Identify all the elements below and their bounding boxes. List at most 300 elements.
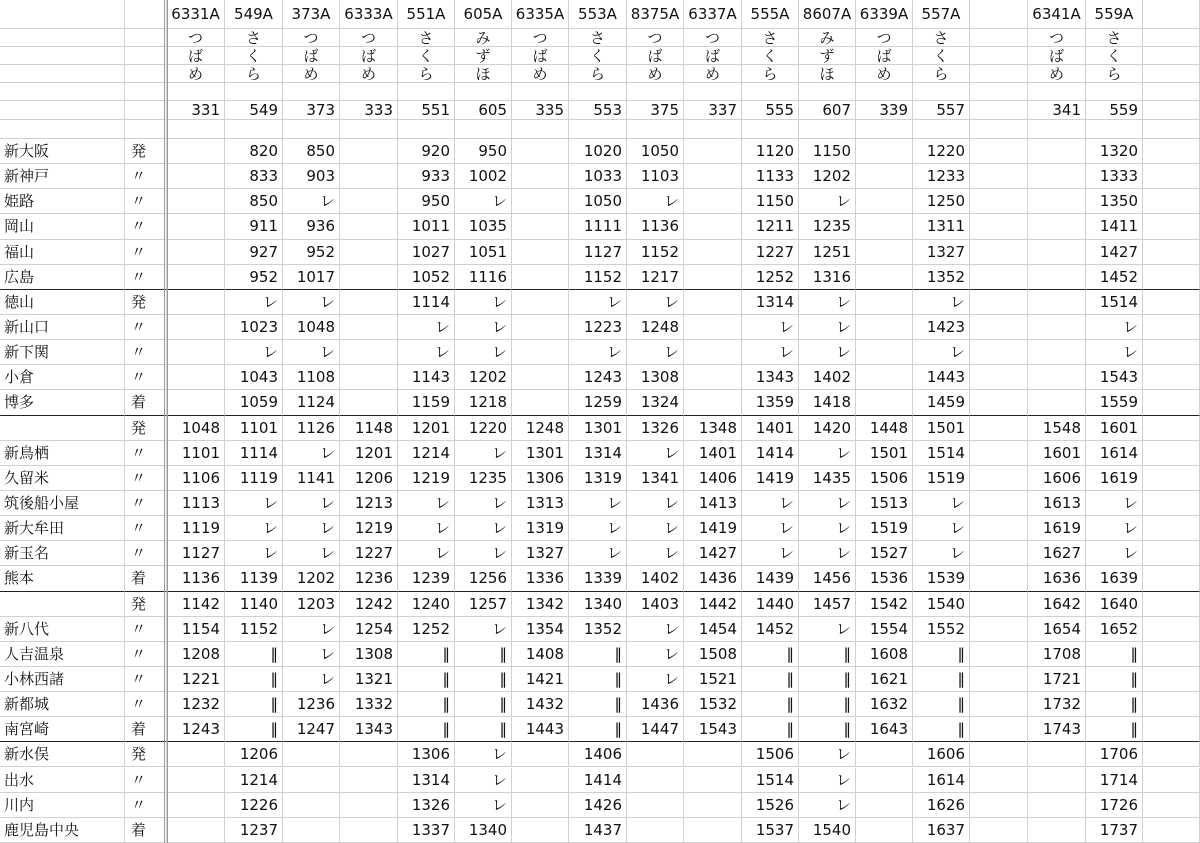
- time-cell[interactable]: レ: [1086, 491, 1143, 516]
- time-cell[interactable]: 833: [225, 164, 283, 189]
- header-cell[interactable]: [627, 83, 684, 101]
- train-name-char[interactable]: さ: [913, 29, 970, 47]
- time-cell[interactable]: 1337: [398, 818, 455, 843]
- time-cell[interactable]: 1116: [455, 265, 512, 290]
- time-cell[interactable]: レ: [913, 541, 970, 566]
- time-cell[interactable]: レ: [742, 315, 799, 340]
- time-cell[interactable]: レ: [225, 340, 283, 365]
- time-cell[interactable]: 1706: [1086, 742, 1143, 767]
- time-cell[interactable]: 1601: [1028, 441, 1086, 466]
- time-cell[interactable]: 1540: [913, 592, 970, 617]
- time-cell[interactable]: ‖: [1086, 692, 1143, 717]
- time-cell[interactable]: 1248: [512, 416, 569, 441]
- train-number[interactable]: 551A: [398, 0, 455, 29]
- station-name[interactable]: 久留米: [0, 466, 125, 491]
- header-cell[interactable]: [913, 120, 970, 139]
- time-cell[interactable]: 1243: [569, 365, 627, 390]
- time-cell[interactable]: 1406: [684, 466, 742, 491]
- station-name[interactable]: 小倉: [0, 365, 125, 390]
- train-number[interactable]: 553A: [569, 0, 627, 29]
- time-cell[interactable]: レ: [283, 541, 340, 566]
- time-cell[interactable]: 1614: [913, 768, 970, 793]
- station-name[interactable]: 出水: [0, 768, 125, 793]
- time-cell[interactable]: 1619: [1086, 466, 1143, 491]
- time-cell[interactable]: 1343: [742, 365, 799, 390]
- header-cell[interactable]: [970, 83, 1028, 101]
- time-cell[interactable]: [970, 265, 1028, 290]
- time-cell[interactable]: 927: [225, 240, 283, 265]
- time-cell[interactable]: 1442: [684, 592, 742, 617]
- time-cell[interactable]: 1226: [225, 793, 283, 818]
- stop-mark[interactable]: 〃: [125, 692, 167, 717]
- time-cell[interactable]: レ: [225, 516, 283, 541]
- header-cell[interactable]: [167, 83, 225, 101]
- train-name-char[interactable]: つ: [283, 29, 340, 47]
- time-cell[interactable]: [970, 717, 1028, 742]
- time-cell[interactable]: [1028, 139, 1086, 164]
- stop-mark[interactable]: 発: [125, 592, 167, 617]
- time-cell[interactable]: 1203: [283, 592, 340, 617]
- time-cell[interactable]: 1542: [856, 592, 913, 617]
- time-cell[interactable]: ‖: [398, 642, 455, 667]
- time-cell[interactable]: 1141: [283, 466, 340, 491]
- stop-mark[interactable]: 〃: [125, 793, 167, 818]
- header-cell[interactable]: [1143, 83, 1200, 101]
- time-cell[interactable]: 1027: [398, 240, 455, 265]
- time-cell[interactable]: [856, 214, 913, 239]
- time-cell[interactable]: 1340: [455, 818, 512, 843]
- stop-mark[interactable]: 〃: [125, 214, 167, 239]
- time-cell[interactable]: レ: [283, 340, 340, 365]
- station-name[interactable]: 新大牟田: [0, 516, 125, 541]
- train-name-char[interactable]: ら: [225, 65, 283, 83]
- time-cell[interactable]: ‖: [742, 642, 799, 667]
- time-cell[interactable]: [684, 340, 742, 365]
- time-cell[interactable]: レ: [569, 491, 627, 516]
- train-name-char[interactable]: つ: [340, 29, 398, 47]
- time-cell[interactable]: [1028, 290, 1086, 315]
- time-cell[interactable]: 1221: [167, 667, 225, 692]
- station-name[interactable]: 筑後船小屋: [0, 491, 125, 516]
- time-cell[interactable]: [970, 365, 1028, 390]
- time-cell[interactable]: 1219: [340, 516, 398, 541]
- time-cell[interactable]: [1143, 340, 1200, 365]
- header-cell[interactable]: [856, 83, 913, 101]
- time-cell[interactable]: レ: [455, 315, 512, 340]
- train-name-char[interactable]: め: [684, 65, 742, 83]
- header-cell[interactable]: [125, 83, 167, 101]
- time-cell[interactable]: 1326: [398, 793, 455, 818]
- time-cell[interactable]: レ: [455, 793, 512, 818]
- header-cell[interactable]: [125, 120, 167, 139]
- header-cell[interactable]: [569, 120, 627, 139]
- header-cell[interactable]: [225, 120, 283, 139]
- time-cell[interactable]: [856, 818, 913, 843]
- time-cell[interactable]: 1359: [742, 390, 799, 415]
- time-cell[interactable]: レ: [455, 491, 512, 516]
- time-cell[interactable]: 1321: [340, 667, 398, 692]
- time-cell[interactable]: 1202: [799, 164, 856, 189]
- time-cell[interactable]: 1127: [167, 541, 225, 566]
- time-cell[interactable]: レ: [799, 340, 856, 365]
- time-cell[interactable]: 1406: [569, 742, 627, 767]
- time-cell[interactable]: ‖: [742, 717, 799, 742]
- time-cell[interactable]: 1311: [913, 214, 970, 239]
- time-cell[interactable]: 1619: [1028, 516, 1086, 541]
- header-cell[interactable]: [0, 0, 125, 29]
- train-name-char[interactable]: つ: [627, 29, 684, 47]
- header-cell[interactable]: [684, 83, 742, 101]
- time-cell[interactable]: [970, 768, 1028, 793]
- train-short-number[interactable]: 337: [684, 101, 742, 120]
- time-cell[interactable]: 1402: [627, 566, 684, 591]
- station-name[interactable]: 新鳥栖: [0, 441, 125, 466]
- time-cell[interactable]: ‖: [742, 692, 799, 717]
- header-cell[interactable]: [1086, 83, 1143, 101]
- header-cell[interactable]: [1143, 29, 1200, 47]
- time-cell[interactable]: 1218: [455, 390, 512, 415]
- time-cell[interactable]: レ: [455, 541, 512, 566]
- time-cell[interactable]: 1513: [856, 491, 913, 516]
- time-cell[interactable]: 1506: [856, 466, 913, 491]
- time-cell[interactable]: 1232: [167, 692, 225, 717]
- train-short-number[interactable]: 373: [283, 101, 340, 120]
- time-cell[interactable]: 1143: [398, 365, 455, 390]
- header-cell[interactable]: [569, 83, 627, 101]
- time-cell[interactable]: 1023: [225, 315, 283, 340]
- time-cell[interactable]: 1043: [225, 365, 283, 390]
- time-cell[interactable]: 1220: [455, 416, 512, 441]
- time-cell[interactable]: [283, 742, 340, 767]
- stop-mark[interactable]: 〃: [125, 516, 167, 541]
- stop-mark[interactable]: 発: [125, 416, 167, 441]
- time-cell[interactable]: ‖: [398, 717, 455, 742]
- time-cell[interactable]: 850: [225, 189, 283, 214]
- time-cell[interactable]: [512, 365, 569, 390]
- stop-mark[interactable]: 〃: [125, 541, 167, 566]
- time-cell[interactable]: [512, 768, 569, 793]
- time-cell[interactable]: [167, 189, 225, 214]
- time-cell[interactable]: レ: [913, 340, 970, 365]
- time-cell[interactable]: 1223: [569, 315, 627, 340]
- time-cell[interactable]: 1108: [283, 365, 340, 390]
- train-number[interactable]: 8607A: [799, 0, 856, 29]
- station-name[interactable]: [0, 416, 125, 441]
- time-cell[interactable]: レ: [398, 315, 455, 340]
- time-cell[interactable]: [970, 466, 1028, 491]
- header-cell[interactable]: [1143, 65, 1200, 83]
- time-cell[interactable]: レ: [627, 340, 684, 365]
- time-cell[interactable]: 1519: [856, 516, 913, 541]
- time-cell[interactable]: [970, 642, 1028, 667]
- time-cell[interactable]: 1211: [742, 214, 799, 239]
- time-cell[interactable]: 1051: [455, 240, 512, 265]
- time-cell[interactable]: ‖: [225, 642, 283, 667]
- time-cell[interactable]: 952: [225, 265, 283, 290]
- time-cell[interactable]: 1452: [742, 617, 799, 642]
- header-cell[interactable]: [125, 101, 167, 120]
- time-cell[interactable]: レ: [1086, 340, 1143, 365]
- time-cell[interactable]: 1201: [340, 441, 398, 466]
- time-cell[interactable]: 1532: [684, 692, 742, 717]
- time-cell[interactable]: レ: [225, 541, 283, 566]
- time-cell[interactable]: [1143, 315, 1200, 340]
- time-cell[interactable]: 1420: [799, 416, 856, 441]
- train-name-char[interactable]: ほ: [799, 65, 856, 83]
- time-cell[interactable]: ‖: [455, 642, 512, 667]
- time-cell[interactable]: 1136: [627, 214, 684, 239]
- time-cell[interactable]: 1626: [913, 793, 970, 818]
- time-cell[interactable]: 1048: [283, 315, 340, 340]
- station-name[interactable]: 川内: [0, 793, 125, 818]
- time-cell[interactable]: [856, 240, 913, 265]
- time-cell[interactable]: 1418: [799, 390, 856, 415]
- header-cell[interactable]: [627, 120, 684, 139]
- time-cell[interactable]: [167, 214, 225, 239]
- stop-mark[interactable]: 〃: [125, 240, 167, 265]
- time-cell[interactable]: [167, 742, 225, 767]
- train-name-char[interactable]: ず: [455, 47, 512, 65]
- time-cell[interactable]: 911: [225, 214, 283, 239]
- time-cell[interactable]: 1443: [512, 717, 569, 742]
- time-cell[interactable]: 1252: [398, 617, 455, 642]
- header-cell[interactable]: [1143, 0, 1200, 29]
- time-cell[interactable]: 1235: [799, 214, 856, 239]
- time-cell[interactable]: 1301: [569, 416, 627, 441]
- time-cell[interactable]: [1143, 491, 1200, 516]
- time-cell[interactable]: [512, 742, 569, 767]
- time-cell[interactable]: ‖: [1086, 642, 1143, 667]
- time-cell[interactable]: レ: [398, 541, 455, 566]
- time-cell[interactable]: 1642: [1028, 592, 1086, 617]
- time-cell[interactable]: [1143, 214, 1200, 239]
- header-cell[interactable]: [1028, 120, 1086, 139]
- time-cell[interactable]: レ: [455, 742, 512, 767]
- time-cell[interactable]: ‖: [913, 667, 970, 692]
- time-cell[interactable]: [340, 290, 398, 315]
- time-cell[interactable]: 1432: [512, 692, 569, 717]
- time-cell[interactable]: 1243: [167, 717, 225, 742]
- time-cell[interactable]: [856, 315, 913, 340]
- stop-mark[interactable]: 着: [125, 566, 167, 591]
- train-name-char[interactable]: く: [742, 47, 799, 65]
- time-cell[interactable]: 1536: [856, 566, 913, 591]
- time-cell[interactable]: [167, 340, 225, 365]
- time-cell[interactable]: [1143, 617, 1200, 642]
- stop-mark[interactable]: 〃: [125, 164, 167, 189]
- time-cell[interactable]: 1726: [1086, 793, 1143, 818]
- header-cell[interactable]: [455, 120, 512, 139]
- time-cell[interactable]: [340, 265, 398, 290]
- time-cell[interactable]: [1143, 793, 1200, 818]
- time-cell[interactable]: [167, 164, 225, 189]
- train-name-char[interactable]: め: [340, 65, 398, 83]
- time-cell[interactable]: 1514: [913, 441, 970, 466]
- time-cell[interactable]: [1143, 189, 1200, 214]
- time-cell[interactable]: 1537: [742, 818, 799, 843]
- time-cell[interactable]: 1527: [856, 541, 913, 566]
- train-name-char[interactable]: ば: [340, 47, 398, 65]
- train-number[interactable]: [970, 0, 1028, 29]
- time-cell[interactable]: ‖: [799, 692, 856, 717]
- train-name-char[interactable]: め: [283, 65, 340, 83]
- train-short-number[interactable]: 551: [398, 101, 455, 120]
- time-cell[interactable]: 1250: [913, 189, 970, 214]
- time-cell[interactable]: [856, 390, 913, 415]
- time-cell[interactable]: [283, 818, 340, 843]
- time-cell[interactable]: 1214: [225, 768, 283, 793]
- time-cell[interactable]: 1033: [569, 164, 627, 189]
- train-name-char[interactable]: ら: [398, 65, 455, 83]
- time-cell[interactable]: [970, 541, 1028, 566]
- time-cell[interactable]: 1350: [1086, 189, 1143, 214]
- time-cell[interactable]: ‖: [569, 642, 627, 667]
- time-cell[interactable]: 1606: [1028, 466, 1086, 491]
- time-cell[interactable]: 1708: [1028, 642, 1086, 667]
- train-short-number[interactable]: 549: [225, 101, 283, 120]
- time-cell[interactable]: 1227: [340, 541, 398, 566]
- header-cell[interactable]: [856, 120, 913, 139]
- header-cell[interactable]: [684, 120, 742, 139]
- time-cell[interactable]: [970, 214, 1028, 239]
- time-cell[interactable]: 1257: [455, 592, 512, 617]
- time-cell[interactable]: [340, 390, 398, 415]
- time-cell[interactable]: ‖: [225, 667, 283, 692]
- time-cell[interactable]: レ: [283, 667, 340, 692]
- time-cell[interactable]: 1133: [742, 164, 799, 189]
- time-cell[interactable]: 1306: [398, 742, 455, 767]
- time-cell[interactable]: [684, 365, 742, 390]
- time-cell[interactable]: [684, 265, 742, 290]
- train-number[interactable]: 549A: [225, 0, 283, 29]
- header-cell[interactable]: [125, 47, 167, 65]
- train-name-char[interactable]: み: [799, 29, 856, 47]
- time-cell[interactable]: レ: [627, 516, 684, 541]
- time-cell[interactable]: [512, 315, 569, 340]
- station-name[interactable]: 徳山: [0, 290, 125, 315]
- time-cell[interactable]: レ: [799, 793, 856, 818]
- time-cell[interactable]: [856, 139, 913, 164]
- time-cell[interactable]: [167, 390, 225, 415]
- train-name-char[interactable]: め: [167, 65, 225, 83]
- time-cell[interactable]: 1050: [627, 139, 684, 164]
- time-cell[interactable]: 1020: [569, 139, 627, 164]
- time-cell[interactable]: 1332: [340, 692, 398, 717]
- time-cell[interactable]: 1114: [398, 290, 455, 315]
- time-cell[interactable]: 1119: [225, 466, 283, 491]
- time-cell[interactable]: [512, 139, 569, 164]
- train-name-char[interactable]: さ: [742, 29, 799, 47]
- time-cell[interactable]: 850: [283, 139, 340, 164]
- time-cell[interactable]: 1314: [742, 290, 799, 315]
- time-cell[interactable]: レ: [913, 290, 970, 315]
- header-cell[interactable]: [398, 83, 455, 101]
- stop-mark[interactable]: 〃: [125, 441, 167, 466]
- time-cell[interactable]: [512, 189, 569, 214]
- time-cell[interactable]: 1035: [455, 214, 512, 239]
- time-cell[interactable]: [856, 793, 913, 818]
- time-cell[interactable]: 1459: [913, 390, 970, 415]
- time-cell[interactable]: 1252: [742, 265, 799, 290]
- time-cell[interactable]: 1101: [167, 441, 225, 466]
- time-cell[interactable]: 1613: [1028, 491, 1086, 516]
- time-cell[interactable]: 1306: [512, 466, 569, 491]
- train-name-char[interactable]: つ: [167, 29, 225, 47]
- stop-mark[interactable]: 〃: [125, 768, 167, 793]
- time-cell[interactable]: 1327: [913, 240, 970, 265]
- time-cell[interactable]: 1552: [913, 617, 970, 642]
- time-cell[interactable]: レ: [455, 617, 512, 642]
- time-cell[interactable]: レ: [455, 441, 512, 466]
- header-cell[interactable]: [1028, 83, 1086, 101]
- time-cell[interactable]: 1652: [1086, 617, 1143, 642]
- time-cell[interactable]: 1654: [1028, 617, 1086, 642]
- time-cell[interactable]: 1601: [1086, 416, 1143, 441]
- time-cell[interactable]: [970, 164, 1028, 189]
- stop-mark[interactable]: 〃: [125, 365, 167, 390]
- train-number[interactable]: 6339A: [856, 0, 913, 29]
- time-cell[interactable]: 1326: [627, 416, 684, 441]
- train-name-char[interactable]: ら: [913, 65, 970, 83]
- time-cell[interactable]: [340, 768, 398, 793]
- time-cell[interactable]: レ: [569, 516, 627, 541]
- time-cell[interactable]: 1206: [225, 742, 283, 767]
- time-cell[interactable]: [1143, 642, 1200, 667]
- time-cell[interactable]: 1314: [569, 441, 627, 466]
- time-cell[interactable]: [340, 139, 398, 164]
- time-cell[interactable]: 1413: [684, 491, 742, 516]
- time-cell[interactable]: 1743: [1028, 717, 1086, 742]
- time-cell[interactable]: レ: [455, 340, 512, 365]
- stop-mark[interactable]: 着: [125, 818, 167, 843]
- time-cell[interactable]: 1627: [1028, 541, 1086, 566]
- time-cell[interactable]: ‖: [799, 667, 856, 692]
- time-cell[interactable]: 1324: [627, 390, 684, 415]
- train-number[interactable]: 6333A: [340, 0, 398, 29]
- time-cell[interactable]: レ: [569, 290, 627, 315]
- time-cell[interactable]: 1259: [569, 390, 627, 415]
- time-cell[interactable]: レ: [799, 315, 856, 340]
- stop-mark[interactable]: 〃: [125, 466, 167, 491]
- train-short-number[interactable]: 375: [627, 101, 684, 120]
- train-name-char[interactable]: つ: [512, 29, 569, 47]
- time-cell[interactable]: 1002: [455, 164, 512, 189]
- time-cell[interactable]: レ: [627, 617, 684, 642]
- time-cell[interactable]: レ: [627, 667, 684, 692]
- stop-mark[interactable]: 〃: [125, 491, 167, 516]
- station-name[interactable]: 新下関: [0, 340, 125, 365]
- time-cell[interactable]: [167, 290, 225, 315]
- time-cell[interactable]: レ: [799, 516, 856, 541]
- train-name-char[interactable]: め: [627, 65, 684, 83]
- time-cell[interactable]: [283, 793, 340, 818]
- time-cell[interactable]: レ: [742, 516, 799, 541]
- train-name-char[interactable]: ば: [856, 47, 913, 65]
- time-cell[interactable]: 1606: [913, 742, 970, 767]
- time-cell[interactable]: [684, 139, 742, 164]
- time-cell[interactable]: レ: [283, 516, 340, 541]
- time-cell[interactable]: [627, 793, 684, 818]
- time-cell[interactable]: 1254: [340, 617, 398, 642]
- time-cell[interactable]: [283, 768, 340, 793]
- train-name-char[interactable]: ば: [627, 47, 684, 65]
- time-cell[interactable]: 1113: [167, 491, 225, 516]
- time-cell[interactable]: ‖: [913, 717, 970, 742]
- time-cell[interactable]: 1214: [398, 441, 455, 466]
- time-cell[interactable]: レ: [569, 340, 627, 365]
- time-cell[interactable]: 1206: [340, 466, 398, 491]
- train-short-number[interactable]: 333: [340, 101, 398, 120]
